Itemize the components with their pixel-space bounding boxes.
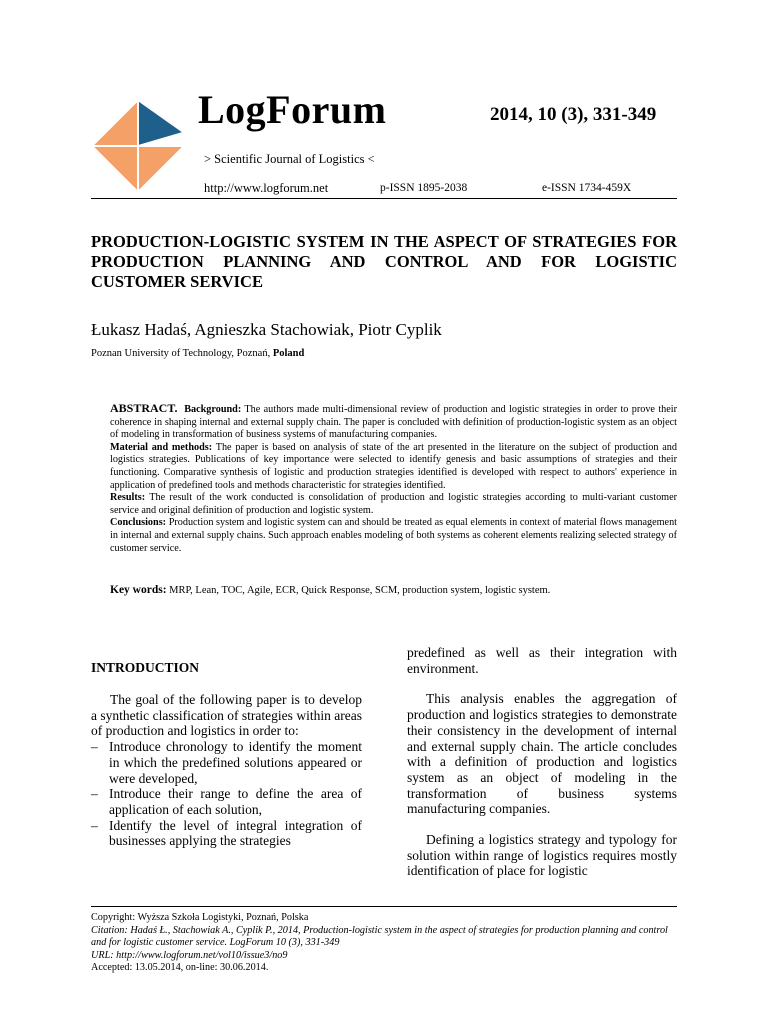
abstract-conclusions bbox=[110, 517, 677, 555]
results-label: Results: bbox=[110, 492, 146, 504]
abstract-methods bbox=[110, 442, 677, 492]
introduction-heading: INTRODUCTION bbox=[91, 660, 200, 675]
author-affiliation bbox=[91, 348, 304, 359]
logforum-logo-icon bbox=[90, 98, 186, 194]
goal-list bbox=[91, 739, 362, 849]
abstract bbox=[110, 402, 677, 555]
affiliation-text: Poznan University of Technology, Poznań, bbox=[91, 348, 273, 359]
methods-label: Material and methods: bbox=[110, 441, 213, 453]
keywords-label: Key words: bbox=[110, 584, 167, 596]
article-title: PRODUCTION-LOGISTIC SYSTEM IN THE ASPECT OF STRATEGIES FOR PRODUCTION PLANNING AND CONTROL AND FOR LOGISTIC CUSTOMER SERVICE bbox=[91, 232, 677, 291]
header-divider bbox=[91, 198, 677, 199]
e-issn: e-ISSN 1734-459X bbox=[542, 182, 632, 194]
conclusions-text: Production system and logistic system can and should be treated as equal elements in context of material flows management in internal and external supply chains. Such approach enables modeling of both systems as coherent elements realizing selected strategy of customer service. bbox=[110, 517, 677, 554]
footer-citation: Citation: Hadaś Ł., Stachowiak A., Cyplik P., 2014, Production-logistic system in the aspect of strategies for production planning and control and for logistic customer service. LogForum 10 (3), 331-349 bbox=[91, 924, 668, 948]
conclusions-label: Conclusions: bbox=[110, 517, 167, 529]
background-label: Background: bbox=[184, 404, 242, 415]
footer-divider bbox=[91, 906, 677, 907]
list-item: – Introduce their range to define the area of application of each solution, bbox=[91, 786, 362, 817]
journal-name: LogForum bbox=[198, 87, 387, 132]
article-authors: Łukasz Hadaś, Agnieszka Stachowiak, Piotr Cyplik bbox=[91, 320, 442, 339]
p-issn: p-ISSN 1895-2038 bbox=[380, 182, 468, 194]
right-column bbox=[407, 645, 677, 879]
journal-subtitle: > Scientific Journal of Logistics < bbox=[204, 152, 375, 166]
methods-text: The paper is based on analysis of state of the art presented in the literature on the subject of production and logistics strategies. Publications of key importance were selected to identify genesis and basic assumptions of strategies and their functioning. Comparative synthesis of logistic and production strategies identified is developed with respect to authors' experience in application of predefined tools and methods characteristic for strategies identified. bbox=[110, 441, 677, 491]
list-item: – Introduce chronology to identify the moment in which the predefined solutions appeared or were developed, bbox=[91, 739, 362, 786]
keywords-text: MRP, Lean, TOC, Agile, ECR, Quick Response, SCM, production system, logistic system. bbox=[166, 585, 551, 596]
left-column bbox=[91, 692, 362, 849]
keywords bbox=[110, 584, 677, 596]
right-paragraph-3: Defining a logistics strategy and typology for solution within range of logistics requires mostly identification of place for logistic bbox=[407, 832, 677, 879]
footer-dates: Accepted: 13.05.2014, on-line: 30.06.2014. bbox=[91, 962, 269, 973]
right-paragraph-1: predefined as well as their integration with environment. bbox=[407, 645, 677, 676]
right-paragraph-2: This analysis enables the aggregation of production and logistics strategies to demonstrate their consistency in the development of internal and external supply chain. The article concludes with a definition of production and logistics system as an object of modeling in the transformation of business systems manufacturing companies. bbox=[407, 691, 677, 817]
intro-paragraph: The goal of the following paper is to develop a synthetic classification of strategies within areas of production and logistics in order to: bbox=[91, 692, 362, 739]
footer bbox=[91, 912, 677, 975]
background-text: The authors made multi-dimensional review of production and logistic strategies in order to prove their coherence in shaping internal and external supply chain. The paper is concluded with definition of production-logistic system as an object of modeling in transformation of business systems of manufacturing companies. bbox=[110, 404, 678, 441]
abstract-results bbox=[110, 492, 677, 517]
issue-info: 2014, 10 (3), 331-349 bbox=[490, 104, 657, 125]
results-text: The result of the work conducted is consolidation of production and logistic strategies according to multi-variant customer service and original definition of production and logistic system. bbox=[110, 492, 677, 516]
footer-copyright: Copyright: Wyższa Szkoła Logistyki, Poznań, Polska bbox=[91, 912, 309, 923]
journal-url-link[interactable]: http://www.logforum.net bbox=[204, 181, 329, 195]
affiliation-country: Poland bbox=[272, 348, 305, 359]
abstract-background bbox=[110, 402, 677, 442]
list-item: – Identify the level of integral integration of businesses applying the strategies bbox=[91, 818, 362, 849]
abstract-lead: ABSTRACT. bbox=[110, 401, 178, 415]
footer-url-link[interactable]: URL: http://www.logforum.net/vol10/issue3/no9 bbox=[91, 949, 288, 961]
